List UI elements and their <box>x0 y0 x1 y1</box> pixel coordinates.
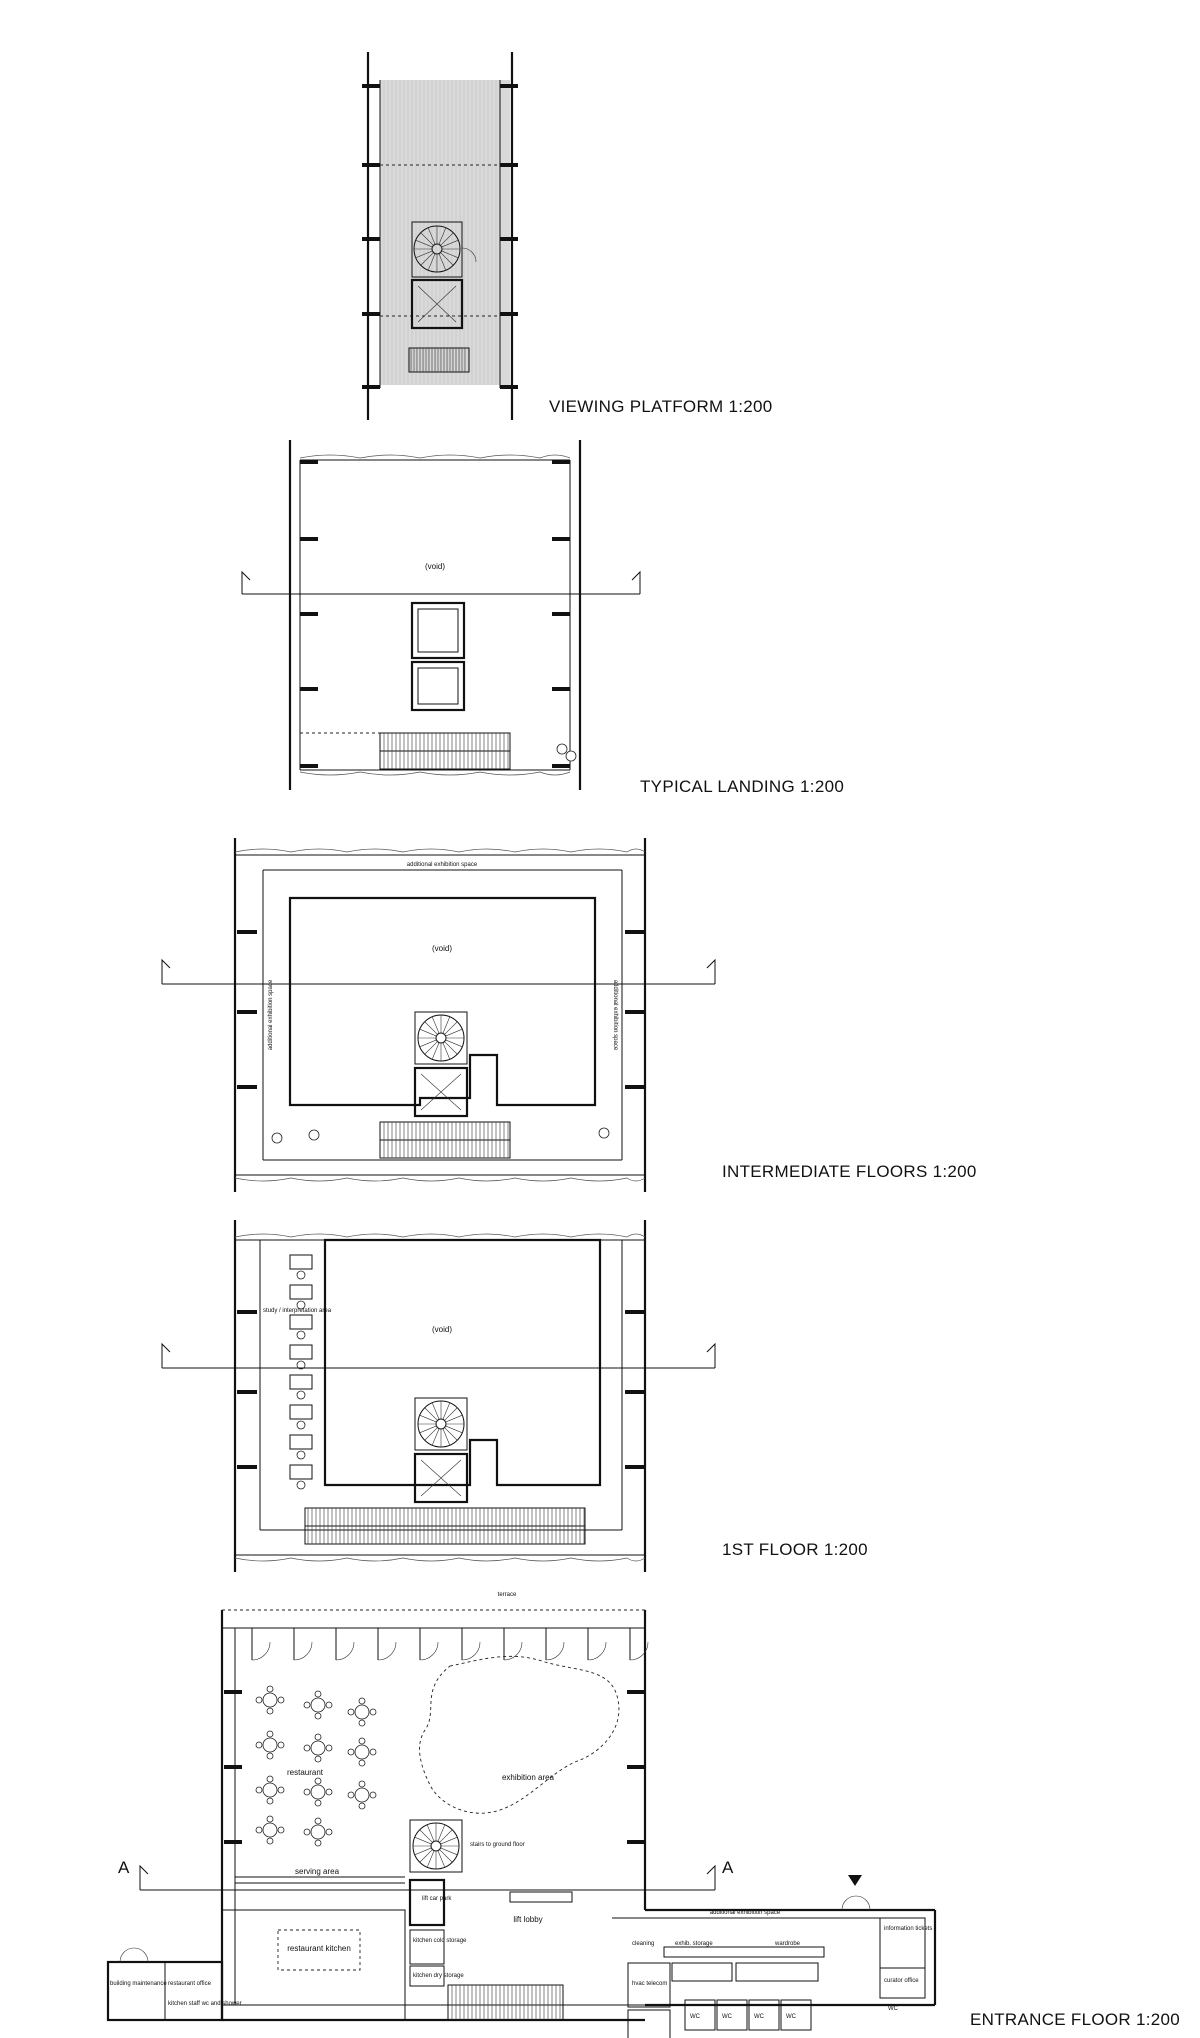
restaurant-table <box>311 1825 325 1839</box>
spiral-tread <box>420 1850 433 1863</box>
spiral-tread <box>445 1042 458 1055</box>
restaurant-chair <box>278 1697 284 1703</box>
spiral-tread <box>427 1825 434 1842</box>
restaurant-chair <box>326 1789 332 1795</box>
serving-area-label: serving area <box>295 1867 340 1876</box>
first-floor-void-label: (void) <box>431 1325 453 1334</box>
restaurant-table <box>263 1738 277 1752</box>
building-maintenance-label: building maintenance <box>110 1981 167 1987</box>
kitchen-dry-storage-label: kitchen dry storage <box>413 1973 464 1979</box>
study-chair <box>297 1271 305 1279</box>
restaurant-chair <box>267 1753 273 1759</box>
intermediate-void-label: (void) <box>431 944 453 953</box>
first-floor-plan <box>162 1220 868 1572</box>
spiral-tread <box>440 1850 453 1863</box>
restaurant-chair <box>359 1738 365 1744</box>
restaurant-chair <box>315 1713 321 1719</box>
spiral-tread <box>446 1415 463 1422</box>
restaurant-table <box>355 1788 369 1802</box>
viewing-platform-plan <box>362 52 773 420</box>
restaurant-chair <box>315 1800 321 1806</box>
first-floor-title: 1ST FLOOR 1:200 <box>722 1540 868 1559</box>
wc-label: WC <box>754 2014 764 2020</box>
door-swing <box>504 1642 522 1660</box>
study-table <box>290 1255 312 1269</box>
wardrobe-label: wardrobe <box>775 1941 801 1947</box>
information-label: information tickets <box>884 1926 933 1932</box>
spiral-tread <box>446 1426 463 1433</box>
restaurant-table <box>311 1741 325 1755</box>
spiral-tread <box>415 1837 432 1844</box>
restaurant-office-label: restaurant office <box>168 1981 211 1987</box>
spiral-tread <box>443 1403 450 1420</box>
typical-landing-title: TYPICAL LANDING 1:200 <box>640 777 845 796</box>
study-chair <box>297 1391 305 1399</box>
study-chair <box>297 1331 305 1339</box>
door-swing <box>588 1642 606 1660</box>
cleaning-label: cleaning <box>632 1941 655 1947</box>
intermediate-floors-plan <box>162 838 977 1192</box>
restaurant-chair <box>256 1742 262 1748</box>
spiral-tread <box>425 1042 438 1055</box>
restaurant-chair <box>267 1686 273 1692</box>
intermediate-right-label: additional exhibition space <box>612 979 618 1051</box>
restaurant-chair <box>267 1731 273 1737</box>
stair-note-label: stairs to ground floor <box>470 1842 525 1848</box>
spiral-tread <box>446 1029 463 1036</box>
section-mark-left: A <box>118 1858 130 1877</box>
restaurant-table <box>311 1785 325 1799</box>
restaurant-chair <box>304 1829 310 1835</box>
study-table <box>290 1345 312 1359</box>
study-table <box>290 1315 312 1329</box>
restaurant-chair <box>256 1827 262 1833</box>
entrance-floor-plan <box>108 1592 1180 2038</box>
typical-landing-plan <box>242 440 844 796</box>
spiral-tread <box>441 1837 458 1844</box>
door-swing <box>546 1642 564 1660</box>
spiral-tread <box>432 1043 439 1060</box>
additional-exhibition-label: additional exhibition space <box>709 1910 781 1916</box>
restaurant-chair <box>304 1745 310 1751</box>
restaurant-table <box>355 1745 369 1759</box>
viewing-platform-title: VIEWING PLATFORM 1:200 <box>549 397 773 416</box>
restaurant-chair <box>304 1702 310 1708</box>
spiral-tread <box>420 1415 437 1422</box>
lift-car-park-label: lift car park <box>422 1896 452 1902</box>
restaurant-chair <box>359 1781 365 1787</box>
first-floor-study-label: study / interpretation area <box>263 1308 332 1314</box>
spiral-tread <box>440 1830 453 1843</box>
intermediate-top-label: additional exhibition space <box>406 862 478 868</box>
section-mark-right: A <box>722 1858 734 1877</box>
restaurant-chair <box>315 1840 321 1846</box>
spiral-tread <box>441 1848 458 1855</box>
curator-label: curator office <box>884 1978 919 1984</box>
spiral-tread <box>443 1017 450 1034</box>
spiral-tread <box>432 1403 439 1420</box>
restaurant-chair <box>370 1792 376 1798</box>
spiral-tread <box>445 1408 458 1421</box>
restaurant-kitchen-label: restaurant kitchen <box>287 1944 351 1953</box>
spiral-tread <box>443 1429 450 1446</box>
study-chair <box>297 1451 305 1459</box>
door-swing <box>420 1642 438 1660</box>
study-table <box>290 1285 312 1299</box>
spiral-tread <box>443 1043 450 1060</box>
restaurant-chair <box>304 1789 310 1795</box>
study-table <box>290 1435 312 1449</box>
spiral-tread <box>420 1029 437 1036</box>
intermediate-floors-title: INTERMEDIATE FLOORS 1:200 <box>722 1162 977 1181</box>
study-table <box>290 1405 312 1419</box>
restaurant-chair <box>359 1698 365 1704</box>
restaurant-table <box>263 1823 277 1837</box>
study-chair <box>297 1421 305 1429</box>
restaurant-table <box>355 1705 369 1719</box>
exhibition-area-label: exhibition area <box>501 1773 555 1782</box>
restaurant-chair <box>359 1803 365 1809</box>
restaurant-chair <box>267 1708 273 1714</box>
restaurant-chair <box>370 1709 376 1715</box>
restaurant-chair <box>359 1720 365 1726</box>
door-swing <box>252 1642 270 1660</box>
restaurant-chair <box>370 1749 376 1755</box>
restaurant-chair <box>278 1742 284 1748</box>
restaurant-chair <box>315 1818 321 1824</box>
kitchen-cold-storage-label: kitchen cold storage <box>413 1938 467 1944</box>
lift-lobby-label: lift lobby <box>513 1915 543 1924</box>
restaurant-chair <box>256 1697 262 1703</box>
spiral-tread <box>432 1429 439 1446</box>
spiral-tread <box>420 1426 437 1433</box>
spiral-tread <box>446 1040 463 1047</box>
door-swing <box>336 1642 354 1660</box>
spiral-tread <box>425 1408 438 1421</box>
terrace-label: terrace <box>497 1592 517 1598</box>
hvac-label: hvac telecom <box>632 1981 668 1987</box>
spiral-tread <box>420 1040 437 1047</box>
restaurant-chair <box>315 1734 321 1740</box>
spiral-tread <box>415 1848 432 1855</box>
restaurant-chair <box>278 1827 284 1833</box>
study-table <box>290 1465 312 1479</box>
restaurant-table <box>263 1783 277 1797</box>
wc-label: WC <box>888 2006 898 2012</box>
restaurant-label: restaurant <box>286 1768 324 1777</box>
spiral-tread <box>432 1017 439 1034</box>
restaurant-chair <box>315 1691 321 1697</box>
restaurant-table <box>263 1693 277 1707</box>
restaurant-chair <box>315 1756 321 1762</box>
spiral-tread <box>438 1825 445 1842</box>
kitchen-staff-label: kitchen staff wc and shower <box>168 2001 242 2007</box>
wc-label: WC <box>786 2014 796 2020</box>
restaurant-chair <box>359 1760 365 1766</box>
spiral-tread <box>438 1851 445 1868</box>
exhib-storage-label: exhib. storage <box>675 1941 713 1947</box>
restaurant-chair <box>267 1776 273 1782</box>
spiral-tread <box>425 1022 438 1035</box>
restaurant-chair <box>267 1798 273 1804</box>
landing-void-label: (void) <box>424 562 446 571</box>
door-swing <box>462 1642 480 1660</box>
restaurant-chair <box>315 1778 321 1784</box>
spiral-tread <box>427 1851 434 1868</box>
spiral-tread <box>445 1022 458 1035</box>
entrance-floor-title: ENTRANCE FLOOR 1:200 <box>970 2010 1181 2029</box>
restaurant-chair <box>326 1702 332 1708</box>
spiral-tread <box>420 1830 433 1843</box>
restaurant-chair <box>348 1709 354 1715</box>
spiral-tread <box>445 1428 458 1441</box>
study-chair <box>297 1481 305 1489</box>
study-table <box>290 1375 312 1389</box>
restaurant-chair <box>267 1816 273 1822</box>
restaurant-chair <box>256 1787 262 1793</box>
intermediate-left-label: additional exhibition space <box>268 979 274 1051</box>
restaurant-chair <box>267 1838 273 1844</box>
restaurant-chair <box>348 1749 354 1755</box>
restaurant-table <box>311 1698 325 1712</box>
restaurant-chair <box>326 1829 332 1835</box>
restaurant-chair <box>348 1792 354 1798</box>
door-swing <box>378 1642 396 1660</box>
restaurant-chair <box>278 1787 284 1793</box>
door-swing <box>294 1642 312 1660</box>
wc-label: WC <box>690 2014 700 2020</box>
restaurant-chair <box>326 1745 332 1751</box>
spiral-tread <box>425 1428 438 1441</box>
wc-label: WC <box>722 2014 732 2020</box>
